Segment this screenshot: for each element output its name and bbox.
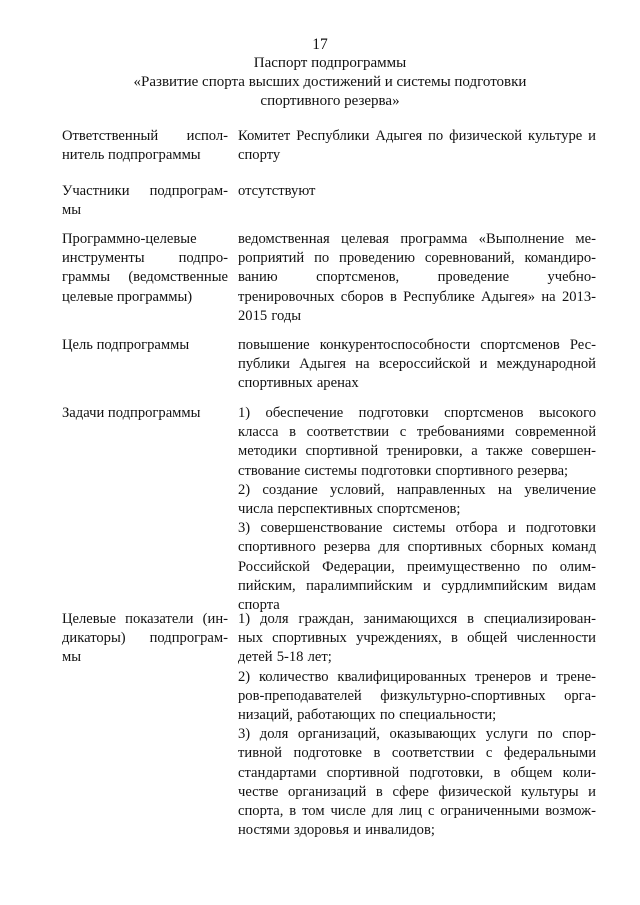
label-line: Цель подпрограммы — [62, 337, 190, 353]
row-label — [62, 404, 228, 423]
row-label — [62, 230, 228, 307]
value-line: 2015 годы — [238, 307, 302, 324]
title-line-2: «Развитие спорта высших достижений и системы подготовки — [133, 74, 527, 90]
row-value — [238, 404, 596, 615]
value-line: стандартами спортивной подготовки, в общем коли- — [238, 764, 596, 781]
label-line: мы — [62, 649, 82, 666]
value-line: ведомственная целевая программа «Выполнение ме- — [238, 231, 596, 247]
label-line: мы — [62, 202, 82, 219]
label-line: дикаторы) подпрограм- — [62, 630, 228, 647]
row-label — [62, 182, 228, 220]
value-line: класса в соответствии с требованиями современной — [238, 424, 596, 441]
value-line: спортивных аренах — [238, 375, 359, 392]
value-line: честве организаций в сфере физической культуры и — [238, 783, 596, 800]
label-line: инструменты подпро- — [62, 250, 228, 267]
title-line-3: спортивного резерва» — [260, 93, 400, 109]
row-label — [62, 336, 228, 355]
label-line: Участники подпрограм- — [62, 183, 228, 199]
value-line: ных спортивных учреждениях, в общей численности — [238, 630, 596, 647]
value-line: 2) создание условий, направленных на увеличение — [238, 481, 596, 498]
row-value — [238, 336, 596, 394]
value-line: низаций, работающих по специальности; — [238, 707, 497, 724]
value-line: Комитет Республики Адыгея по физической культуре и — [238, 128, 596, 144]
value-line: отсутствуют — [238, 183, 316, 199]
label-line: нитель подпрограммы — [62, 147, 201, 164]
value-line: 3) совершенствование системы отбора и подготовки — [238, 520, 596, 537]
value-line: пийским, паралимпийским и сурдлимпийским видам — [238, 577, 596, 594]
title-line-1: Паспорт подпрограммы — [253, 55, 407, 71]
value-line: числа перспективных спортсменов; — [238, 501, 461, 518]
value-line: ванию спортсменов, проведение учебно- — [238, 269, 596, 286]
value-line: роприятий по проведению соревнований, командиро- — [238, 250, 596, 267]
value-line: тренировочных сборов в Республике Адыгея» на 2013- — [238, 288, 596, 305]
row-value — [238, 182, 596, 201]
value-line: 3) доля организаций, оказывающих услуги по спор- — [238, 726, 596, 743]
label-line: Задачи подпрограммы — [62, 405, 201, 421]
document-title — [110, 54, 550, 111]
row-value — [238, 127, 596, 165]
value-line: 1) обеспечение подготовки спортсменов высокого — [238, 405, 596, 421]
value-line: спорта, в том числе для лиц с ограниченными возмож- — [238, 803, 596, 820]
value-line: ров-преподавателей физкультурно-спортивных орга- — [238, 687, 596, 704]
row-value — [238, 230, 596, 326]
value-line: публики Адыгея на всероссийской и международной — [238, 356, 596, 373]
value-line: спортивного резерва для спортивных сборных команд — [238, 539, 596, 556]
value-line: Российской Федерации, преимущественно по олим- — [238, 558, 596, 575]
value-line: ностями здоровья и инвалидов; — [238, 822, 435, 839]
value-line: 1) доля граждан, занимающихся в специализирован- — [238, 611, 596, 627]
value-line: 2) количество квалифицированных тренеров и трене- — [238, 668, 596, 685]
label-line: Программно-целевые — [62, 231, 197, 247]
page-number: 17 — [312, 36, 328, 53]
value-line: методики спортивной тренировки, а также совершен- — [238, 443, 596, 460]
value-line: спорту — [238, 147, 281, 164]
label-line: граммы (ведомственные — [62, 269, 228, 286]
value-line: повышение конкурентоспособности спортсменов Рес- — [238, 337, 596, 353]
label-line: Целевые показатели (ин- — [62, 611, 228, 627]
label-line: Ответственный испол- — [62, 128, 228, 144]
row-value — [238, 610, 596, 840]
value-line: спорта — [238, 597, 280, 614]
value-line: тивной подготовке в соответствии с федеральными — [238, 745, 596, 762]
value-line: детей 5-18 лет; — [238, 649, 332, 666]
value-line: ствование системы подготовки спортивного резерва; — [238, 462, 569, 479]
row-label — [62, 127, 228, 165]
label-line: целевые программы) — [62, 288, 193, 305]
row-label — [62, 610, 228, 668]
